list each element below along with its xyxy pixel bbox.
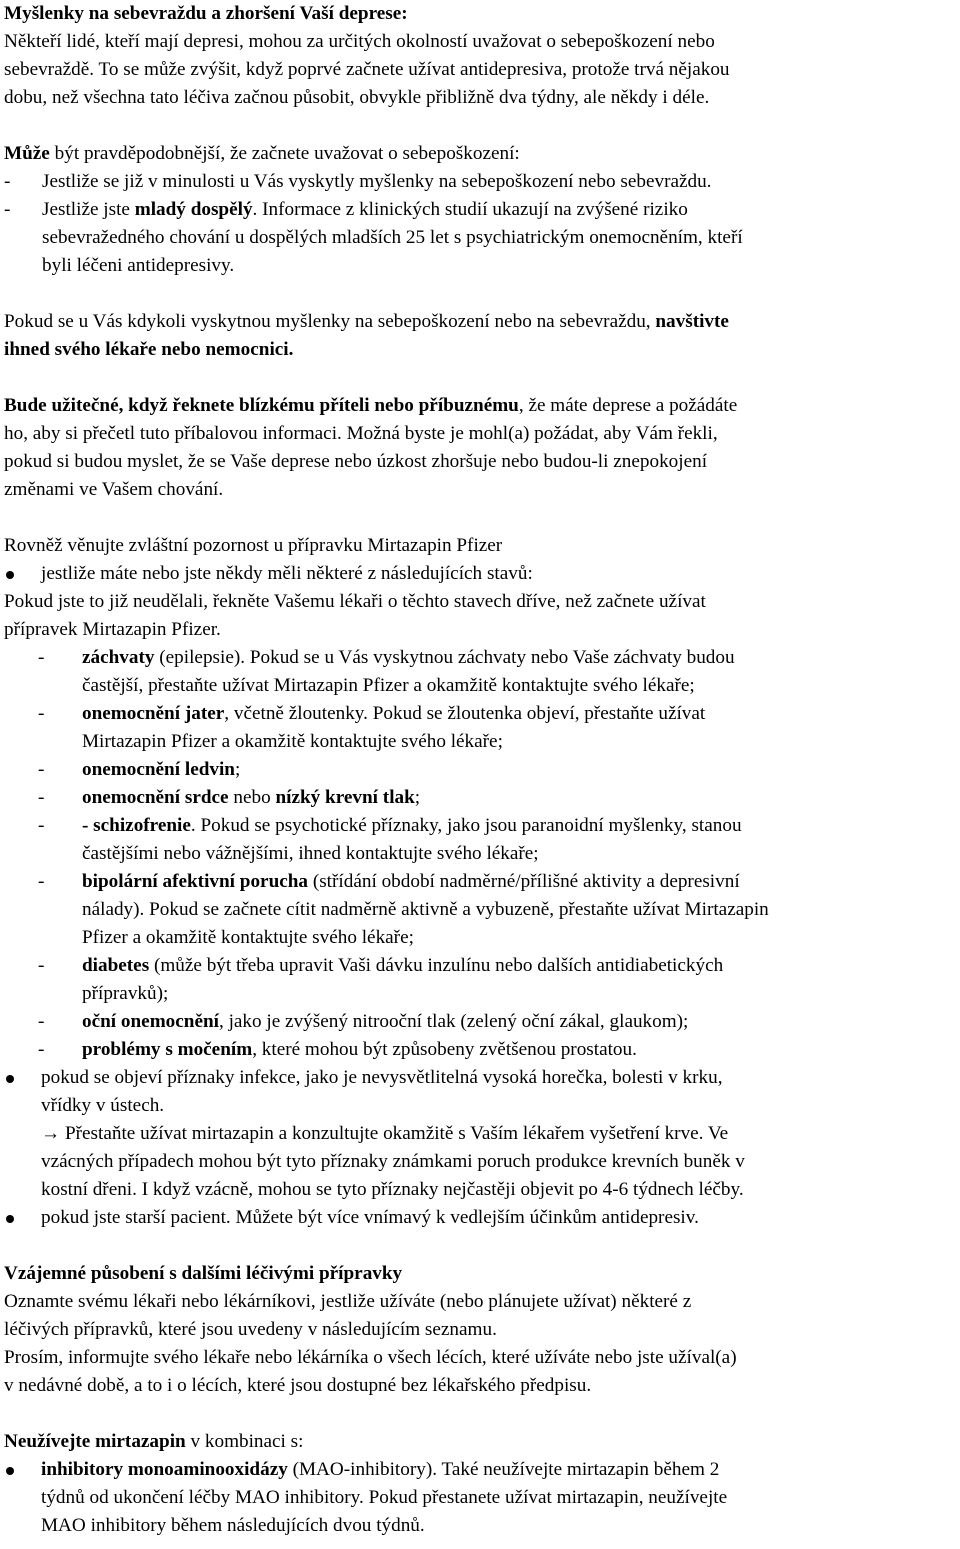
text-run: . Informace z klinických studií ukazují na zvýšené riziko	[252, 199, 688, 220]
paragraph-line	[4, 392, 956, 420]
bullet-text: MAO inhibitory během následujících dvou týdnů.	[41, 1515, 425, 1536]
condition-text: přípravků);	[82, 983, 169, 1004]
condition-item	[4, 644, 956, 700]
depression-heading: Myšlenky na sebevraždu a zhoršení Vaší deprese:	[4, 3, 408, 24]
dash-marker: -	[38, 647, 45, 668]
text-run: v kombinaci s:	[185, 1431, 304, 1452]
contraindication-section	[4, 1428, 956, 1540]
condition-name: problémy s močením	[82, 1039, 253, 1060]
dash-marker: -	[38, 871, 45, 892]
risk-intro-text: být pravděpodobnější, že začnete uvažovat o sebepoškození:	[49, 143, 520, 164]
paragraph-line-bold: ihned svého lékaře nebo nemocnici.	[4, 339, 294, 360]
condition-text	[82, 1036, 956, 1064]
dash-marker: -	[38, 1039, 45, 1060]
condition-item	[4, 1008, 956, 1036]
risk-intro-bold: Může	[4, 143, 50, 164]
dash-marker: -	[38, 759, 45, 780]
condition-text: častější, přestaňte užívat Mirtazapin Pfizer a okamžitě kontaktujte svého lékaře;	[82, 675, 695, 696]
text-run: Přestaňte užívat mirtazapin a konzultujte okamžitě s Vaším lékařem vyšetření krve. Ve	[60, 1123, 729, 1144]
interactions-section	[4, 1260, 956, 1400]
text-run: , které mohou být způsobeny zvětšenou prostatou.	[252, 1039, 637, 1060]
interactions-heading: Vzájemné působení s dalšími léčivými přípravky	[4, 1263, 403, 1284]
condition-item	[4, 700, 956, 756]
text-run: (MAO-inhibitory). Také neužívejte mirtazapin během 2	[287, 1459, 720, 1480]
depression-section	[4, 0, 956, 112]
dash-marker: -	[38, 955, 45, 976]
dash-marker: -	[38, 815, 45, 836]
special-care-title: Rovněž věnujte zvláštní pozornost u přípravku Mirtazapin Pfizer	[4, 535, 503, 556]
dash-marker: -	[38, 703, 45, 724]
doctor-visit-section	[4, 308, 956, 364]
condition-text: častějšími nebo vážnějšími, ihned kontaktujte svého lékaře;	[82, 843, 539, 864]
risk-item-text: byli léčeni antidepresivy.	[42, 255, 235, 276]
tell-friend-section	[4, 392, 956, 504]
condition-text	[82, 952, 956, 980]
condition-item	[4, 868, 956, 952]
bullet-text: týdnů od ukončení léčby MAO inhibitory. Pokud přestanete užívat mirtazapin, neužívejte	[41, 1487, 728, 1508]
bullet-text: pokud jste starší pacient. Můžete být více vnímavý k vedlejším účinkům antidepresiv.	[41, 1207, 699, 1228]
condition-text: nálady). Pokud se začnete cítit nadměrně aktivně a vybuzeně, přestaňte užívat Mirtazapin	[82, 899, 769, 920]
condition-text	[82, 700, 956, 728]
dash-marker: -	[4, 199, 11, 220]
text-run: (střídání období nadměrné/přílišné aktivity a depresivní	[308, 871, 740, 892]
paragraph-line: sebevraždě. To se může zvýšit, když poprvé začnete užívat antidepresiva, protože trvá nějakou	[4, 59, 730, 80]
paragraph-line: v nedávné době, a to i o lécích, které jsou dostupné bez lékařského předpisu.	[4, 1375, 592, 1396]
bullet-text: pokud se objeví příznaky infekce, jako je nevysvětlitelná vysoká horečka, bolesti v krku,	[41, 1067, 723, 1088]
condition-name: diabetes	[82, 955, 150, 976]
paragraph-line: přípravek Mirtazapin Pfizer.	[4, 619, 221, 640]
paragraph-line: změnami ve Vašem chování.	[4, 479, 224, 500]
risk-item-text	[42, 196, 956, 224]
dash-marker: -	[38, 787, 45, 808]
arrow-right-icon: →	[41, 1123, 61, 1144]
condition-item	[4, 784, 956, 812]
condition-item	[4, 756, 956, 784]
text-run: . Pokud se psychotické příznaky, jako jsou paranoidní myšlenky, stanou	[190, 815, 742, 836]
bullet-text: kostní dřeni. I když vzácně, mohou se tyto příznaky nejčastěji objevit po 4-6 týdnech léčby.	[41, 1179, 744, 1200]
condition-text	[82, 868, 956, 896]
condition-name: onemocnění jater	[82, 703, 225, 724]
bullet-text	[41, 1456, 956, 1484]
bullet-item	[4, 1456, 956, 1540]
bullet-icon	[6, 1215, 14, 1223]
text-run: (epilepsie). Pokud se u Vás vyskytnou záchvaty nebo Vaše záchvaty budou	[154, 647, 735, 668]
condition-text	[82, 1008, 956, 1036]
dash-marker: -	[4, 171, 11, 192]
text-run: , jako je zvýšený nitrooční tlak (zelený oční zákal, glaukom);	[218, 1011, 689, 1032]
condition-name: bipolární afektivní porucha	[82, 871, 309, 892]
condition-text	[82, 784, 956, 812]
dash-marker: -	[38, 1011, 45, 1032]
text-run: , včetně žloutenky. Pokud se žloutenka objeví, přestaňte užívat	[224, 703, 706, 724]
condition-text	[82, 756, 956, 784]
condition-name: oční onemocnění	[82, 1011, 219, 1032]
paragraph-line: Někteří lidé, kteří mají depresi, mohou za určitých okolností uvažovat o sebepoškození nebo	[4, 31, 715, 52]
bullet-icon	[6, 571, 14, 579]
text-run: Jestliže jste	[42, 199, 135, 220]
condition-name: onemocnění ledvin	[82, 759, 235, 780]
bullet-item	[4, 1204, 956, 1232]
condition-name: - schizofrenie	[82, 815, 191, 836]
special-care-section	[4, 532, 956, 1232]
bullet-icon	[6, 1467, 14, 1475]
text-run: ;	[234, 759, 241, 780]
text-run: Pokud se u Vás kdykoli vyskytnou myšlenky na sebepoškození nebo na sebevraždu,	[4, 311, 656, 332]
risk-item	[4, 196, 956, 280]
text-run-bold: mladý dospělý	[134, 199, 253, 220]
text-run: ;	[414, 787, 421, 808]
bullet-icon	[6, 1075, 14, 1083]
condition-text: Mirtazapin Pfizer a okamžitě kontaktujte svého lékaře;	[82, 731, 503, 752]
condition-item	[4, 952, 956, 1008]
condition-item	[4, 812, 956, 868]
condition-name: nízký krevní tlak	[275, 787, 415, 808]
paragraph-line: léčivých přípravků, které jsou uvedeny v následujícím seznamu.	[4, 1319, 497, 1340]
condition-text	[82, 812, 956, 840]
paragraph-line: ho, aby si přečetl tuto příbalovou informaci. Možná byste je mohl(a) požádat, aby Vám řekli,	[4, 423, 718, 444]
bullet-item	[4, 560, 956, 588]
paragraph-line: Oznamte svému lékaři nebo lékárníkovi, jestliže užíváte (nebo plánujete užívat) některé z	[4, 1291, 692, 1312]
document-page	[4, 0, 956, 1540]
risk-section	[4, 140, 956, 280]
text-run: (může být třeba upravit Vaši dávku inzulínu nebo dalších antidiabetických	[149, 955, 724, 976]
text-run: , že máte deprese a požádáte	[518, 395, 738, 416]
condition-text: Pfizer a okamžitě kontaktujte svého lékaře;	[82, 927, 414, 948]
paragraph-line: Pokud jste to již neudělali, řekněte Vašemu lékaři o těchto stavech dříve, než začnete užívat	[4, 591, 706, 612]
risk-item-text: Jestliže se již v minulosti u Vás vyskytly myšlenky na sebepoškození nebo sebevraždu.	[42, 171, 712, 192]
paragraph-line	[4, 1428, 956, 1456]
condition-name: záchvaty	[82, 647, 155, 668]
risk-item-text: sebevražedného chování u dospělých mladších 25 let s psychiatrickým onemocněním, kteří	[42, 227, 743, 248]
text-run: nebo	[228, 787, 276, 808]
bullet-text: vřídky v ústech.	[41, 1095, 165, 1116]
condition-text	[82, 644, 956, 672]
bullet-text: jestliže máte nebo jste někdy měli některé z následujících stavů:	[41, 563, 533, 584]
paragraph-line	[4, 308, 956, 336]
bullet-text: vzácných případech mohou být tyto příznaky známkami poruch produkce krevních buněk v	[41, 1151, 745, 1172]
paragraph-line: pokud si budou myslet, že se Vaše deprese nebo úzkost zhoršuje nebo budou-li znepokojení	[4, 451, 708, 472]
risk-item	[4, 168, 956, 196]
text-run-bold: inhibitory monoaminooxidázy	[41, 1459, 288, 1480]
paragraph-line: dobu, než všechna tato léčiva začnou působit, obvykle přibližně dva týdny, ale někdy i déle.	[4, 87, 710, 108]
condition-item	[4, 1036, 956, 1064]
condition-name: onemocnění srdce	[82, 787, 229, 808]
paragraph-line: Prosím, informujte svého lékaře nebo lékárníka o všech lécích, které užíváte nebo jste užíval(a)	[4, 1347, 737, 1368]
bullet-text	[41, 1120, 956, 1148]
text-run-bold: Neužívejte mirtazapin	[4, 1431, 186, 1452]
text-run-bold: navštivte	[655, 311, 729, 332]
risk-intro	[4, 140, 956, 168]
text-run-bold: Bude užitečné, když řeknete blízkému příteli nebo příbuznému	[4, 395, 519, 416]
bullet-item	[4, 1064, 956, 1204]
